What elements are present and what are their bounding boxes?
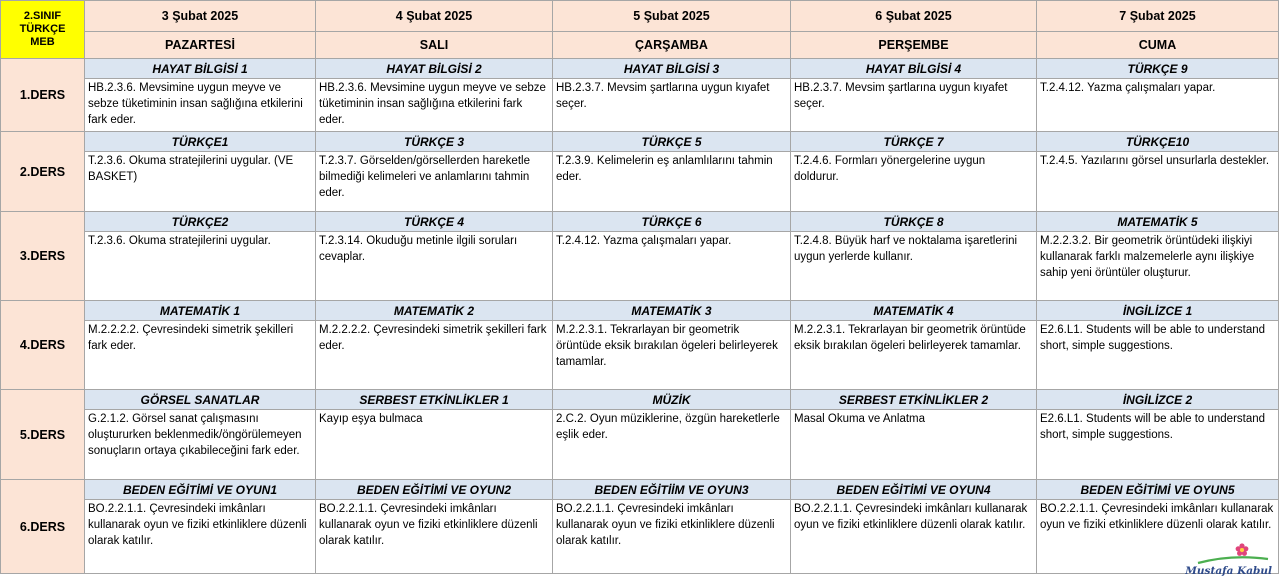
objective-text: HB.2.3.6. Mevsimine uygun meyve ve sebze tüketiminin insan sağlığına etkilerini fark eder. xyxy=(316,79,553,132)
objective-text: M.2.2.2.2. Çevresindeki simetrik şekilleri fark eder. xyxy=(316,321,553,390)
subject-title: BEDEN EĞİTİMİ VE OYUN1 xyxy=(85,480,316,500)
objective-text: E2.6.L1. Students will be able to understand short, simple suggestions. xyxy=(1037,321,1279,390)
day-header: ÇARŞAMBA xyxy=(553,32,791,59)
subject-title: BEDEN EĞİTİMİ VE OYUN2 xyxy=(316,480,553,500)
objective-text: T.2.3.14. Okuduğu metinle ilgili soruları cevaplar. xyxy=(316,232,553,301)
day-header: CUMA xyxy=(1037,32,1279,59)
subject-title: MÜZİK xyxy=(553,390,791,410)
objective-text: BO.2.2.1.1. Çevresindeki imkânları kullanarak oyun ve fiziki etkinliklere düzenli olarak katılır. xyxy=(316,500,553,574)
objective-text: BO.2.2.1.1. Çevresindeki imkânları kullanarak oyun ve fiziki etkinliklere düzenli olarak katılır. xyxy=(1037,500,1279,574)
signature-logo xyxy=(1185,543,1272,577)
objective-text: Masal Okuma ve Anlatma xyxy=(791,410,1037,480)
lesson-label: 4.DERS xyxy=(1,301,85,390)
objective-text: T.2.3.7. Görselden/görsellerden hareketle bilmediği kelimeleri ve anlamlarını tahmin eder. xyxy=(316,152,553,212)
subject-title: HAYAT BİLGİSİ 4 xyxy=(791,59,1037,79)
lesson-label: 1.DERS xyxy=(1,59,85,132)
subject-title: GÖRSEL SANATLAR xyxy=(85,390,316,410)
day-header: PERŞEMBE xyxy=(791,32,1037,59)
subject-title: MATEMATİK 5 xyxy=(1037,212,1279,232)
subject-title: TÜRKÇE 9 xyxy=(1037,59,1279,79)
subject-title: İNGİLİZCE 1 xyxy=(1037,301,1279,321)
subject-title: TÜRKÇE 8 xyxy=(791,212,1037,232)
date-header: 7 Şubat 2025 xyxy=(1037,1,1279,32)
subject-title: SERBEST ETKİNLİKLER 2 xyxy=(791,390,1037,410)
lesson-label: 6.DERS xyxy=(1,480,85,574)
objective-text: M.2.2.3.2. Bir geometrik örüntüdeki ilişkiyi kullanarak farklı malzemelerle aynı ilişkiye sahip yeni örüntüler oluşturur. xyxy=(1037,232,1279,301)
objective-text: BO.2.2.1.1. Çevresindeki imkânları kullanarak oyun ve fiziki etkinliklere düzenli olarak katılır. xyxy=(553,500,791,574)
subject-title: TÜRKÇE 5 xyxy=(553,132,791,152)
subject-title: MATEMATİK 3 xyxy=(553,301,791,321)
objective-text: M.2.2.2.2. Çevresindeki simetrik şekilleri fark eder. xyxy=(85,321,316,390)
subject-title: HAYAT BİLGİSİ 3 xyxy=(553,59,791,79)
subject-title: MATEMATİK 4 xyxy=(791,301,1037,321)
objective-text: HB.2.3.6. Mevsimine uygun meyve ve sebze tüketiminin insan sağlığına etkilerini fark eder. xyxy=(85,79,316,132)
subject-title: BEDEN EĞİTİMİ VE OYUN5 xyxy=(1037,480,1279,500)
lesson-label: 2.DERS xyxy=(1,132,85,212)
date-header: 3 Şubat 2025 xyxy=(85,1,316,32)
signature-text: Mustafa Kabul xyxy=(1185,565,1272,577)
subject-title: TÜRKÇE 6 xyxy=(553,212,791,232)
objective-text: T.2.4.5. Yazılarını görsel unsurlarla destekler. xyxy=(1037,152,1279,212)
objective-text: BO.2.2.1.1. Çevresindeki imkânları kullanarak oyun ve fiziki etkinliklere düzenli olarak katılır. xyxy=(791,500,1037,574)
class-curriculum: MEB xyxy=(30,36,55,48)
lesson-label: 5.DERS xyxy=(1,390,85,480)
class-subject: TÜRKÇE xyxy=(19,23,66,35)
objective-text: HB.2.3.7. Mevsim şartlarına uygun kıyafet seçer. xyxy=(791,79,1037,132)
subject-title: TÜRKÇE 3 xyxy=(316,132,553,152)
subject-title: TÜRKÇE10 xyxy=(1037,132,1279,152)
day-header: PAZARTESİ xyxy=(85,32,316,59)
objective-text: T.2.4.12. Yazma çalışmaları yapar. xyxy=(553,232,791,301)
day-header: SALI xyxy=(316,32,553,59)
date-header: 5 Şubat 2025 xyxy=(553,1,791,32)
subject-title: SERBEST ETKİNLİKLER 1 xyxy=(316,390,553,410)
objective-text: Kayıp eşya bulmaca xyxy=(316,410,553,480)
subject-title: MATEMATİK 1 xyxy=(85,301,316,321)
lesson-label: 3.DERS xyxy=(1,212,85,301)
subject-title: TÜRKÇE1 xyxy=(85,132,316,152)
date-header: 6 Şubat 2025 xyxy=(791,1,1037,32)
subject-title: BEDEN EĞİTİMİ VE OYUN4 xyxy=(791,480,1037,500)
subject-title: TÜRKÇE 7 xyxy=(791,132,1037,152)
objective-text: M.2.2.3.1. Tekrarlayan bir geometrik örüntüde eksik bırakılan ögeleri belirleyerek tamamlar. xyxy=(553,321,791,390)
objective-text: G.2.1.2. Görsel sanat çalışmasını oluştururken beklenmedik/öngörülemeyen sonuçların ortaya çıkabileceğini fark eder. xyxy=(85,410,316,480)
objective-text: 2.C.2. Oyun müziklerine, özgün hareketlerle eşlik eder. xyxy=(553,410,791,480)
objective-text: E2.6.L1. Students will be able to understand short, simple suggestions. xyxy=(1037,410,1279,480)
objective-text: T.2.4.12. Yazma çalışmaları yapar. xyxy=(1037,79,1279,132)
subject-title: İNGİLİZCE 2 xyxy=(1037,390,1279,410)
subject-title: MATEMATİK 2 xyxy=(316,301,553,321)
objective-text: T.2.3.9. Kelimelerin eş anlamlılarını tahmin eder. xyxy=(553,152,791,212)
objective-text: BO.2.2.1.1. Çevresindeki imkânları kullanarak oyun ve fiziki etkinliklere düzenli olarak katılır. xyxy=(85,500,316,574)
objective-text: T.2.3.6. Okuma stratejilerini uygular. xyxy=(85,232,316,301)
subject-title: BEDEN EĞİTİİM VE OYUN3 xyxy=(553,480,791,500)
objective-text: T.2.4.6. Formları yönergelerine uygun doldurur. xyxy=(791,152,1037,212)
objective-text: M.2.2.3.1. Tekrarlayan bir geometrik örüntüde eksik bırakılan ögeleri belirleyerek tamamlar. xyxy=(791,321,1037,390)
date-header: 4 Şubat 2025 xyxy=(316,1,553,32)
subject-title: HAYAT BİLGİSİ 2 xyxy=(316,59,553,79)
objective-text: T.2.4.8. Büyük harf ve noktalama işaretlerini uygun yerlerde kullanır. xyxy=(791,232,1037,301)
subject-title: TÜRKÇE2 xyxy=(85,212,316,232)
class-label-cell xyxy=(1,1,85,59)
objective-text: T.2.3.6. Okuma stratejilerini uygular. (VE BASKET) xyxy=(85,152,316,212)
subject-title: HAYAT BİLGİSİ 1 xyxy=(85,59,316,79)
subject-title: TÜRKÇE 4 xyxy=(316,212,553,232)
class-grade: 2.SINIF xyxy=(23,10,62,22)
objective-text: HB.2.3.7. Mevsim şartlarına uygun kıyafet seçer. xyxy=(553,79,791,132)
